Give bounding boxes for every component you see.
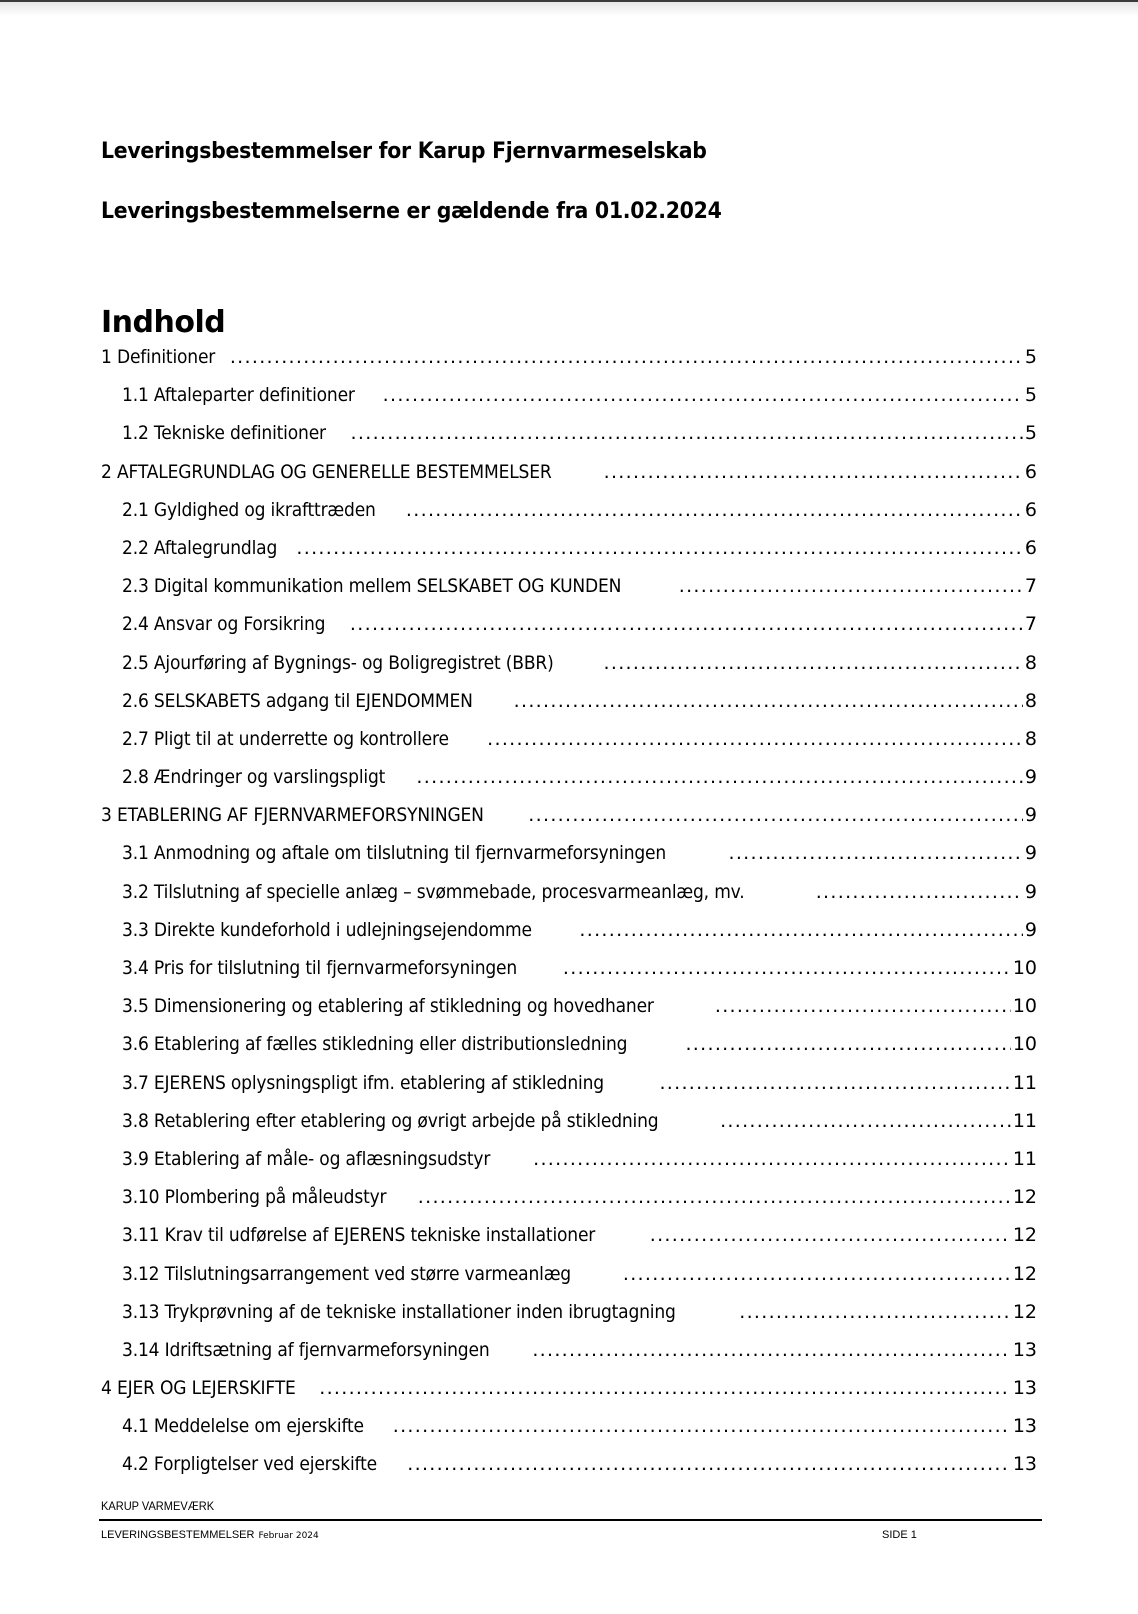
toc-entry-page-number[interactable]: 7 <box>1024 613 1037 636</box>
toc-entry-subsection[interactable] <box>101 1263 1037 1301</box>
toc-entry-page-number[interactable]: 12 <box>1012 1262 1037 1285</box>
toc-dot-leader <box>351 422 1023 444</box>
toc-entry-subsection[interactable] <box>101 422 1037 460</box>
toc-entry-page-number[interactable]: 11 <box>1012 1147 1037 1170</box>
toc-entry-subsection[interactable] <box>101 613 1037 651</box>
toc-entry-subsection[interactable] <box>101 1339 1037 1377</box>
toc-entry-section[interactable] <box>101 1377 1037 1415</box>
toc-heading: Indhold <box>101 305 226 340</box>
toc-entry-page-number[interactable]: 13 <box>1012 1377 1037 1400</box>
table-of-contents <box>101 346 1037 1492</box>
toc-entry-subsection[interactable] <box>101 766 1037 804</box>
toc-entry-label[interactable]: 2.3 Digital kommunikation mellem SELSKABET OG KUNDEN <box>122 575 622 598</box>
footer-page-number: SIDE 1 <box>882 1529 917 1541</box>
toc-entry-page-number[interactable]: 12 <box>1012 1186 1037 1209</box>
toc-dot-leader <box>407 1453 1011 1475</box>
toc-dot-leader <box>679 575 1023 597</box>
toc-entry-label[interactable]: 3.11 Krav til udførelse af EJERENS tekniske installationer <box>122 1224 596 1247</box>
toc-dot-leader <box>296 537 1023 559</box>
toc-entry-section[interactable] <box>101 804 1037 842</box>
toc-dot-leader <box>514 690 1023 712</box>
toc-entry-label[interactable]: 3.5 Dimensionering og etablering af stikledning og hovedhaner <box>122 995 654 1018</box>
toc-dot-leader <box>532 1339 1011 1361</box>
toc-entry-label[interactable]: 2.4 Ansvar og Forsikring <box>122 613 326 636</box>
toc-entry-subsection[interactable] <box>101 842 1037 880</box>
toc-entry-section[interactable] <box>101 461 1037 499</box>
toc-entry-page-number[interactable]: 9 <box>1024 766 1037 789</box>
toc-entry-page-number[interactable]: 10 <box>1012 957 1037 979</box>
toc-entry-page-number[interactable]: 8 <box>1024 689 1037 712</box>
toc-entry-label[interactable]: 3.9 Etablering af måle- og aflæsningsudstyr <box>122 1147 491 1170</box>
toc-entry-label[interactable]: 2.2 Aftalegrundlag <box>122 536 278 559</box>
toc-dot-leader <box>604 461 1023 483</box>
toc-entry-page-number[interactable]: 6 <box>1024 498 1037 521</box>
toc-entry-subsection[interactable] <box>101 1224 1037 1262</box>
toc-entry-subsection[interactable] <box>101 1453 1037 1491</box>
toc-entry-label[interactable]: 3.13 Trykprøvning af de tekniske installationer inden ibrugtagning <box>122 1300 676 1323</box>
toc-dot-leader <box>528 804 1023 826</box>
toc-dot-leader <box>685 1033 1010 1055</box>
toc-entry-subsection[interactable] <box>101 1415 1037 1453</box>
toc-entry-page-number[interactable]: 6 <box>1024 536 1037 559</box>
toc-entry-page-number[interactable]: 9 <box>1024 842 1037 865</box>
toc-entry-label[interactable]: 1 Definitioner <box>101 346 216 368</box>
toc-dot-leader <box>418 1186 1011 1208</box>
toc-dot-leader <box>487 728 1023 750</box>
footer-divider <box>99 1519 1042 1521</box>
footer-date: Februar 2024 <box>258 1531 319 1541</box>
toc-entry-subsection[interactable] <box>101 1033 1037 1071</box>
toc-entry-subsection[interactable] <box>101 499 1037 537</box>
toc-dot-leader <box>729 842 1023 864</box>
toc-entry-page-number[interactable]: 10 <box>1012 995 1037 1018</box>
toc-entry-page-number[interactable]: 10 <box>1012 1033 1037 1056</box>
toc-entry-label[interactable]: 2.5 Ajourføring af Bygnings- og Boligregistret (BBR) <box>122 651 554 674</box>
toc-entry-page-number[interactable]: 13 <box>1012 1453 1037 1476</box>
toc-entry-subsection[interactable] <box>101 957 1037 995</box>
toc-dot-leader <box>230 346 1023 368</box>
toc-entry-page-number[interactable]: 12 <box>1012 1224 1037 1247</box>
toc-dot-leader <box>650 1224 1011 1246</box>
toc-entry-page-number[interactable]: 6 <box>1024 460 1037 483</box>
footer-document-name: LEVERINGSBESTEMMELSER <box>101 1529 255 1541</box>
toc-entry-subsection[interactable] <box>101 1148 1037 1186</box>
toc-entry-label[interactable]: 2 AFTALEGRUNDLAG OG GENERELLE BESTEMMELSER <box>101 460 552 483</box>
toc-entry-subsection[interactable] <box>101 1072 1037 1110</box>
toc-entry-subsection[interactable] <box>101 1186 1037 1224</box>
toc-entry-page-number[interactable]: 11 <box>1012 1071 1037 1094</box>
footer-company: KARUP VARMEVÆRK <box>101 1499 215 1513</box>
toc-entry-label[interactable]: 3.6 Etablering af fælles stikledning eller distributionsledning <box>122 1033 628 1056</box>
toc-entry-section[interactable] <box>101 346 1037 384</box>
document-effective-date-title: Leveringsbestemmelserne er gældende fra 01.02.2024 <box>101 199 722 224</box>
toc-dot-leader <box>350 613 1023 635</box>
toc-entry-page-number[interactable]: 9 <box>1024 804 1037 827</box>
toc-entry-label[interactable]: 4 EJER OG LEJERSKIFTE <box>101 1377 296 1400</box>
toc-dot-leader <box>720 1110 1011 1132</box>
toc-dot-leader <box>659 1072 1010 1094</box>
toc-entry-page-number[interactable]: 5 <box>1024 422 1037 445</box>
toc-entry-label[interactable]: 3.8 Retablering efter etablering og øvrigt arbejde på stikledning <box>122 1109 659 1132</box>
toc-entry-label[interactable]: 1.2 Tekniske definitioner <box>122 422 326 445</box>
toc-entry-page-number[interactable]: 8 <box>1024 727 1037 750</box>
toc-entry-label[interactable]: 3.1 Anmodning og aftale om tilslutning til fjernvarmeforsyningen <box>122 842 667 865</box>
toc-entry-subsection[interactable] <box>101 1301 1037 1339</box>
toc-entry-label[interactable]: 1.1 Aftaleparter definitioner <box>122 384 355 407</box>
toc-entry-page-number[interactable]: 9 <box>1024 918 1037 941</box>
toc-dot-leader <box>623 1263 1011 1285</box>
toc-entry-label[interactable]: 3.2 Tilslutning af specielle anlæg – svømmebade, procesvarmeanlæg, mv. <box>122 880 745 903</box>
toc-entry-subsection[interactable] <box>101 652 1037 690</box>
toc-dot-leader <box>406 499 1023 521</box>
toc-dot-leader <box>579 919 1023 941</box>
toc-entry-label[interactable]: 3 ETABLERING AF FJERNVARMEFORSYNINGEN <box>101 804 484 827</box>
toc-dot-leader <box>816 881 1023 903</box>
toc-entry-page-number[interactable]: 5 <box>1024 384 1037 407</box>
toc-entry-subsection[interactable] <box>101 919 1037 957</box>
toc-entry-label[interactable]: 4.2 Forpligtelser ved ejerskifte <box>122 1453 377 1476</box>
toc-entry-label[interactable]: 2.1 Gyldighed og ikrafttræden <box>122 498 376 521</box>
toc-dot-leader <box>604 652 1023 674</box>
toc-entry-label[interactable]: 3.7 EJERENS oplysningspligt ifm. etablering af stikledning <box>122 1071 604 1094</box>
toc-entry-label[interactable]: 2.8 Ændringer og varslingspligt <box>122 766 386 789</box>
toc-entry-page-number[interactable]: 11 <box>1012 1109 1037 1132</box>
toc-entry-label[interactable]: 2.6 SELSKABETS adgang til EJENDOMMEN <box>122 689 473 712</box>
toc-entry-page-number[interactable]: 9 <box>1024 880 1037 903</box>
toc-entry-label[interactable]: 3.12 Tilslutningsarrangement ved større varmeanlæg <box>122 1262 571 1285</box>
toc-dot-leader <box>533 1148 1011 1170</box>
toc-dot-leader <box>739 1301 1011 1323</box>
toc-entry-label[interactable]: 3.10 Plombering på måleudstyr <box>122 1186 387 1209</box>
toc-entry-subsection[interactable] <box>101 728 1037 766</box>
toc-entry-label[interactable]: 2.7 Pligt til at underrette og kontrollere <box>122 727 449 750</box>
toc-entry-label[interactable]: 3.4 Pris for tilslutning til fjernvarmeforsyningen <box>122 957 518 979</box>
toc-entry-label[interactable]: 3.14 Idriftsætning af fjernvarmeforsyningen <box>122 1338 490 1361</box>
toc-entry-label[interactable]: 4.1 Meddelelse om ejerskifte <box>122 1415 364 1438</box>
toc-dot-leader <box>393 1415 1011 1437</box>
toc-entry-page-number[interactable]: 13 <box>1012 1415 1037 1438</box>
toc-dot-leader <box>383 384 1023 406</box>
footer-document-info <box>101 1529 319 1541</box>
toc-entry-subsection[interactable] <box>101 575 1037 613</box>
toc-entry-page-number[interactable]: 7 <box>1024 575 1037 598</box>
toc-dot-leader <box>715 995 1011 1017</box>
document-title: Leveringsbestemmelser for Karup Fjernvarmeselskab <box>101 139 707 164</box>
toc-dot-leader <box>563 957 1011 979</box>
toc-entry-subsection[interactable] <box>101 1110 1037 1148</box>
toc-entry-page-number[interactable]: 5 <box>1024 346 1037 368</box>
toc-entry-subsection[interactable] <box>101 384 1037 422</box>
toc-entry-subsection[interactable] <box>101 537 1037 575</box>
toc-entry-subsection[interactable] <box>101 881 1037 919</box>
toc-entry-page-number[interactable]: 8 <box>1024 651 1037 674</box>
toc-dot-leader <box>319 1377 1011 1399</box>
toc-dot-leader <box>416 766 1022 788</box>
toc-entry-page-number[interactable]: 13 <box>1012 1338 1037 1361</box>
toc-entry-page-number[interactable]: 12 <box>1012 1300 1037 1323</box>
toc-entry-subsection[interactable] <box>101 995 1037 1033</box>
toc-entry-subsection[interactable] <box>101 690 1037 728</box>
toc-entry-label[interactable]: 3.3 Direkte kundeforhold i udlejningsejendomme <box>122 918 532 941</box>
